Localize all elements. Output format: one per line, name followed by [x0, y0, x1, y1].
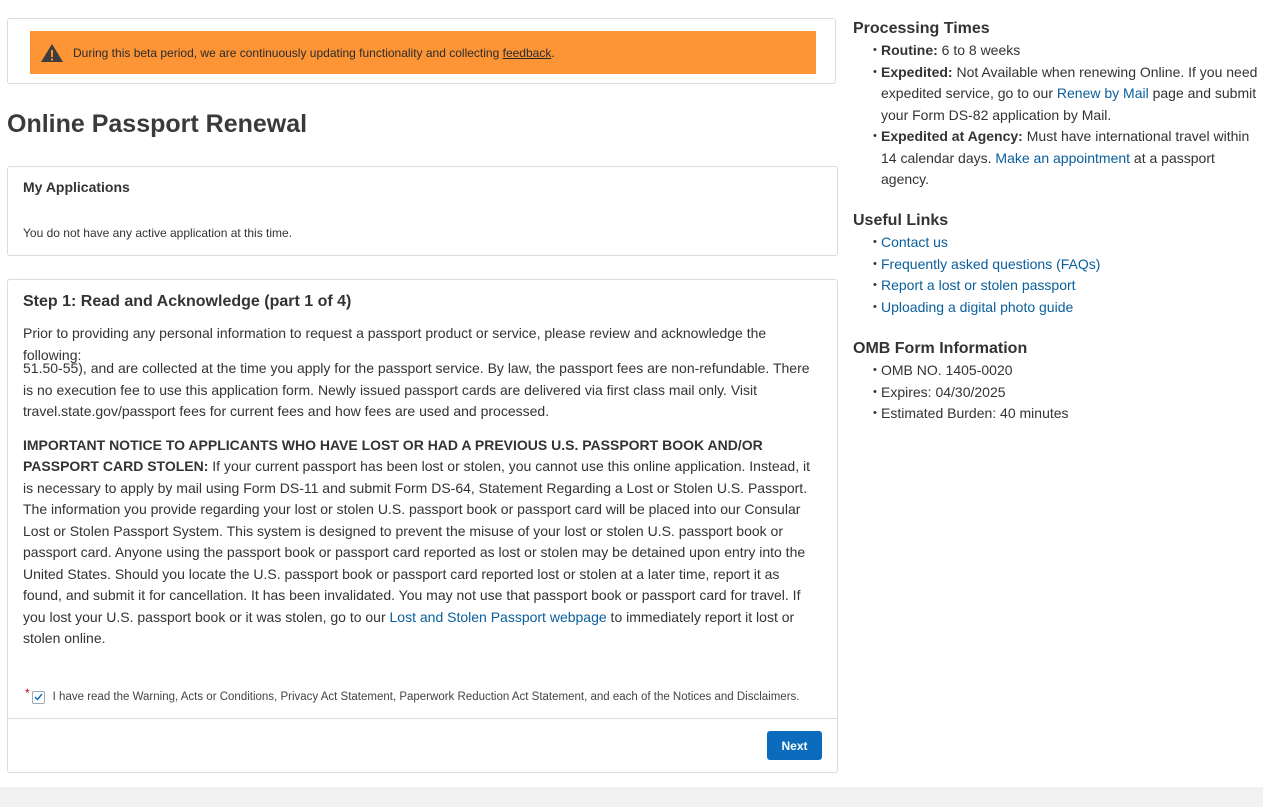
notice-heading: IMPORTANT NOTICE TO APPLICANTS WHO HAVE LOST OR HAD A PREVIOUS U.S. PASSPORT BOOK AND/OR PASSPORT CARD STOLEN: — [23, 436, 763, 474]
omb-title: OMB Form Information — [853, 340, 1028, 357]
list-item: • Routine: 6 to 8 weeks — [881, 40, 1258, 62]
no-applications-text: You do not have any active application at this time. — [23, 226, 293, 240]
processing-times-title: Processing Times — [853, 20, 990, 37]
beta-text: During this beta period, we are continuously updating functionality and collecting feedback. — [73, 45, 555, 60]
lost-stolen-passport-link[interactable]: Lost and Stolen Passport webpage — [389, 608, 607, 625]
required-marker: * — [25, 686, 30, 700]
lost-stolen-notice: IMPORTANT NOTICE TO APPLICANTS WHO HAVE LOST OR HAD A PREVIOUS U.S. PASSPORT BOOK AND/OR PASSPORT CARD STOLEN: If your current passport has been lost or stolen, you cannot use this online application. Instead, it is necessary to apply by mail using Form DS-11 and submit Form DS-64, Statement Regarding a Lost or Stolen U.S. Passport. The information you provide regarding your lost or stolen U.S. passport book or passport card will be placed into our Consular Lost or Stolen Passport System. This system is designed to prevent the misuse of your lost or stolen U.S. passport book or passport card. Anyone using the passport book or passport card reported as lost or stolen may be detained upon entry into the United States. Should you locate the U.S. passport book or passport card reported lost or stolen at a later time, report it as found, and submit it for cancellation. It has been invalidated. You may not use that passport book or passport card for travel. If you lost your U.S. passport book or it was stolen, go to our Lost and Stolen Passport webpage to immediately report it lost or stolen online. — [23, 436, 810, 646]
report-lost-passport-link[interactable]: Report a lost or stolen passport — [881, 277, 1076, 293]
step-panel — [7, 279, 838, 773]
fees-paragraph: 51.50-55), and are collected at the time you apply for the passport service. By law, the passport fees are non-refundable. There is no execution fee to use this application form. Newly issued passport cards are delivered via first class mail only. Visit travel.state.gov/passport fees for current fees and how fees are used and processed. — [23, 360, 810, 419]
acknowledge-checkbox[interactable] — [32, 691, 45, 704]
photo-guide-link[interactable]: Uploading a digital photo guide — [881, 298, 1074, 315]
faqs-link[interactable]: Frequently asked questions (FAQs) — [881, 255, 1101, 272]
make-appointment-link[interactable]: Make an appointment — [995, 149, 1131, 166]
useful-links-section — [853, 212, 1258, 318]
list-item — [881, 275, 1258, 297]
list-item — [881, 297, 1258, 319]
contact-us-link[interactable]: Contact us — [881, 234, 948, 250]
step-title: Step 1: Read and Acknowledge (part 1 of 4) — [23, 293, 352, 310]
useful-links-title: Useful Links — [853, 212, 949, 229]
step-divider — [8, 718, 837, 719]
list-item — [881, 254, 1258, 276]
list-item: • Estimated Burden: 40 minutes — [881, 403, 1258, 425]
list-item: • OMB NO. 1405-0020 — [881, 360, 1258, 382]
processing-times-list — [853, 40, 1258, 191]
my-applications-title: My Applications — [23, 179, 130, 195]
omb-list — [853, 360, 1258, 425]
next-button[interactable]: Next — [767, 731, 822, 760]
terms-scroll-area[interactable] — [23, 360, 813, 659]
step-intro: Prior to providing any personal information to request a passport product or service, please review and acknowledge the following: — [23, 325, 767, 363]
omb-section — [853, 340, 1258, 425]
renew-by-mail-link[interactable]: Renew by Mail — [1056, 85, 1149, 101]
footer-strip — [0, 787, 1263, 807]
list-item: • Expedited at Agency: Must have international travel within 14 calendar days. Make an appointment at a passport agency. — [881, 126, 1258, 191]
beta-banner — [30, 31, 816, 74]
terms-content — [23, 358, 813, 662]
my-applications-panel — [7, 166, 838, 256]
feedback-link[interactable]: feedback — [502, 45, 552, 60]
acknowledge-label: I have read the Warning, Acts or Conditions, Privacy Act Statement, Paperwork Reduction Act Statement, and each of the Notices and Disclaimers. — [52, 691, 800, 703]
checkmark-icon — [34, 693, 43, 701]
warning-icon — [40, 43, 64, 63]
list-item — [881, 232, 1258, 254]
useful-links-list — [853, 232, 1258, 318]
beta-notice-container — [7, 18, 836, 84]
acknowledge-row — [25, 686, 800, 704]
list-item: • Expedited: Not Available when renewing Online. If you need expedited service, go to our Renew by Mail page and submit your Form DS-82 application by Mail. — [881, 62, 1258, 127]
page-title: Online Passport Renewal — [7, 110, 308, 138]
list-item: • Expires: 04/30/2025 — [881, 382, 1258, 404]
processing-times-section — [853, 20, 1258, 191]
